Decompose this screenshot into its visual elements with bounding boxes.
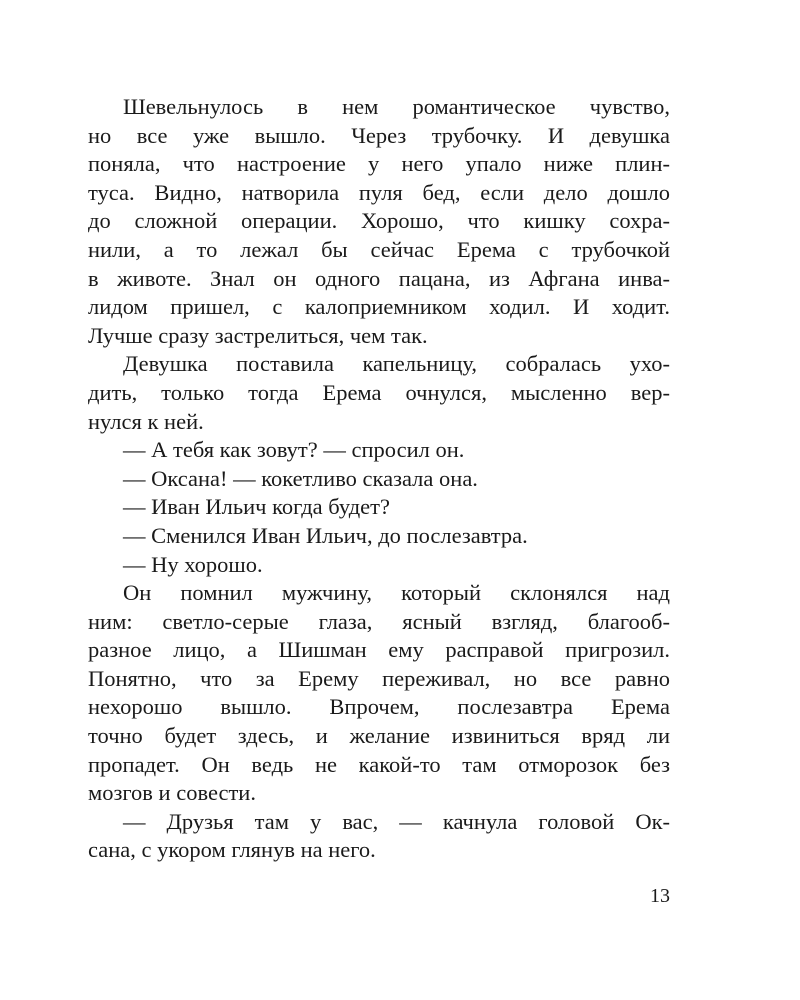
- dialogue-line: — Иван Ильич когда будет?: [123, 494, 390, 520]
- text-line: нили, а то лежал бы сейчас Ерема с трубочкой: [88, 236, 670, 262]
- dialogue-line: сана, с укором глянув на него.: [88, 837, 376, 863]
- text-line: ним: светло-серые глаза, ясный взгляд, благооб-: [88, 608, 670, 634]
- text-line: Лучше сразу застрелиться, чем так.: [88, 322, 428, 348]
- text-line: до сложной операции. Хорошо, что кишку сохра-: [88, 208, 670, 234]
- text-line: Девушка поставила капельницу, собралась ухо-: [123, 351, 670, 377]
- text-line: дить, только тогда Ерема очнулся, мысленно вер-: [88, 379, 670, 405]
- dialogue-line: — Ну хорошо.: [123, 551, 263, 577]
- text-line: туса. Видно, натворила пуля бед, если дело дошло: [88, 179, 670, 205]
- book-page-text: [88, 93, 670, 865]
- text-line: точно будет здесь, и желание извиниться вряд ли: [88, 723, 670, 749]
- text-line: нехорошо вышло. Впрочем, послезавтра Ерема: [88, 694, 670, 720]
- page-number: 13: [650, 885, 670, 907]
- text-line: лидом пришел, с калоприемником ходил. И ходит.: [88, 294, 670, 320]
- text-line: нулся к ней.: [88, 408, 204, 434]
- dialogue-line: — Сменился Иван Ильич, до послезавтра.: [123, 522, 528, 548]
- dialogue-line: — А тебя как зовут? — спросил он.: [123, 437, 465, 463]
- text-line: Понятно, что за Ерему переживал, но все равно: [88, 665, 670, 691]
- text-line: пропадет. Он ведь не какой-то там отморозок без: [88, 751, 670, 777]
- text-line: в животе. Знал он одного пацана, из Афгана инва-: [88, 265, 670, 291]
- text-line: поняла, что настроение у него упало ниже плин-: [88, 151, 670, 177]
- text-line: мозгов и совести.: [88, 780, 256, 806]
- text-line: Шевельнулось в нем романтическое чувство,: [123, 94, 670, 119]
- dialogue-line: — Друзья там у вас, — качнула головой Ок-: [123, 808, 670, 834]
- text-line: разное лицо, а Шишман ему расправой пригрозил.: [88, 637, 670, 663]
- text-line: Он помнил мужчину, который склонялся над: [123, 580, 670, 606]
- dialogue-line: — Оксана! — кокетливо сказала она.: [123, 465, 478, 491]
- text-line: но все уже вышло. Через трубочку. И девушка: [88, 122, 670, 148]
